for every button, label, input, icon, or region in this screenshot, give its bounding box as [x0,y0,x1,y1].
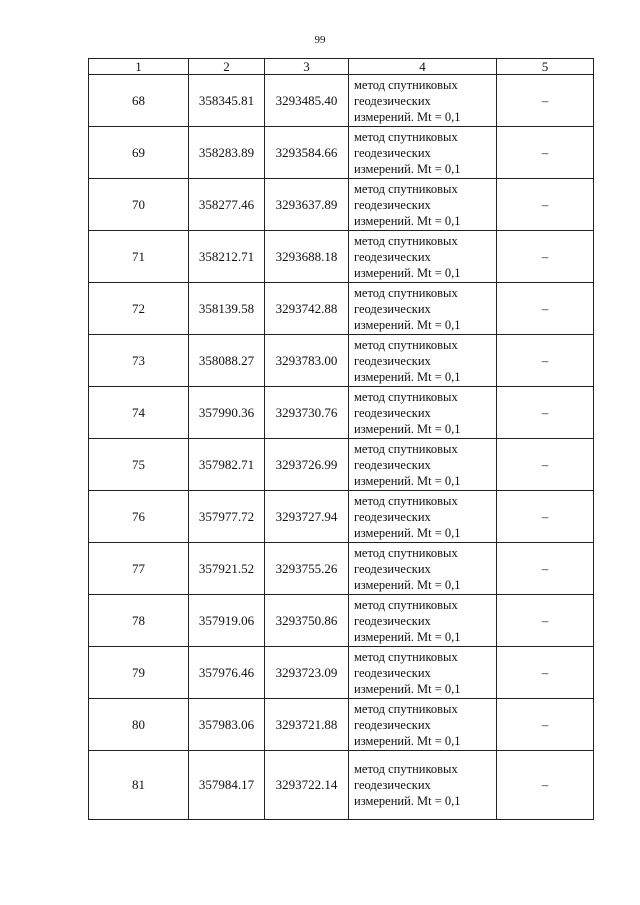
method-line: метод спутниковых [354,181,458,196]
method-line: измерений. Mt = 0,1 [354,213,461,228]
method-line: метод спутниковых [354,597,458,612]
note-cell: – [497,543,594,595]
method-line: метод спутниковых [354,129,458,144]
point-number-cell: 77 [89,543,189,595]
point-number-cell: 79 [89,647,189,699]
method-cell [349,751,497,820]
method-line: измерений. Mt = 0,1 [354,265,461,280]
method-line: метод спутниковых [354,389,458,404]
header-col-2: 2 [189,59,265,75]
method-cell [349,543,497,595]
y-coordinate-cell: 3293726.99 [265,439,349,491]
method-line: метод спутниковых [354,545,458,560]
point-number-cell: 69 [89,127,189,179]
y-coordinate-cell: 3293750.86 [265,595,349,647]
method-line: измерений. Mt = 0,1 [354,317,461,332]
note-cell: – [497,75,594,127]
y-coordinate-cell: 3293730.76 [265,387,349,439]
y-coordinate-cell: 3293485.40 [265,75,349,127]
table-row [89,387,594,439]
y-coordinate-cell: 3293722.14 [265,751,349,820]
table-body [89,75,594,820]
method-line: геодезических [354,353,431,368]
method-line: измерений. Mt = 0,1 [354,161,461,176]
point-number-cell: 70 [89,179,189,231]
header-row [89,59,594,75]
method-line: геодезических [354,561,431,576]
method-line: геодезических [354,93,431,108]
point-number-cell: 78 [89,595,189,647]
method-line: измерений. Mt = 0,1 [354,577,461,592]
y-coordinate-cell: 3293723.09 [265,647,349,699]
method-cell [349,387,497,439]
note-cell: – [497,231,594,283]
x-coordinate-cell: 357977.72 [189,491,265,543]
method-cell [349,231,497,283]
method-line: метод спутниковых [354,762,458,776]
table-row [89,439,594,491]
method-cell [349,491,497,543]
y-coordinate-cell: 3293727.94 [265,491,349,543]
method-line: измерений. Mt = 0,1 [354,473,461,488]
table-row [89,647,594,699]
method-line: геодезических [354,509,431,524]
method-cell [349,127,497,179]
note-cell: – [497,699,594,751]
method-line: геодезических [354,613,431,628]
note-cell: – [497,647,594,699]
method-line: геодезических [354,145,431,160]
x-coordinate-cell: 358283.89 [189,127,265,179]
method-line: измерений. Mt = 0,1 [354,733,461,748]
method-line: геодезических [354,301,431,316]
point-number-cell: 72 [89,283,189,335]
method-cell [349,647,497,699]
x-coordinate-cell: 357990.36 [189,387,265,439]
table-row [89,543,594,595]
note-cell: – [497,751,594,820]
point-number-cell: 74 [89,387,189,439]
method-cell [349,335,497,387]
method-line: измерений. Mt = 0,1 [354,681,461,696]
method-line: геодезических [354,717,431,732]
page-number: 99 [314,34,326,46]
method-cell [349,439,497,491]
method-line: метод спутниковых [354,233,458,248]
method-cell [349,595,497,647]
x-coordinate-cell: 357976.46 [189,647,265,699]
table-row [89,699,594,751]
table-row [89,231,594,283]
method-line: измерений. Mt = 0,1 [354,525,461,540]
method-line: геодезических [354,249,431,264]
method-line: метод спутниковых [354,701,458,716]
note-cell: – [497,439,594,491]
method-line: метод спутниковых [354,77,458,92]
method-line: измерений. Mt = 0,1 [354,369,461,384]
y-coordinate-cell: 3293721.88 [265,699,349,751]
x-coordinate-cell: 358212.71 [189,231,265,283]
point-number-cell: 81 [89,751,189,820]
method-line: измерений. Mt = 0,1 [354,794,461,808]
note-cell: – [497,283,594,335]
x-coordinate-cell: 358345.81 [189,75,265,127]
method-line: метод спутниковых [354,493,458,508]
x-coordinate-cell: 357984.17 [189,751,265,820]
method-line: измерений. Mt = 0,1 [354,421,461,436]
table-row [89,595,594,647]
x-coordinate-cell: 357919.06 [189,595,265,647]
x-coordinate-cell: 358277.46 [189,179,265,231]
table-row [89,283,594,335]
x-coordinate-cell: 358139.58 [189,283,265,335]
method-line: геодезических [354,197,431,212]
method-line: измерений. Mt = 0,1 [354,629,461,644]
note-cell: – [497,127,594,179]
point-number-cell: 71 [89,231,189,283]
method-cell [349,179,497,231]
note-cell: – [497,335,594,387]
y-coordinate-cell: 3293783.00 [265,335,349,387]
note-cell: – [497,179,594,231]
method-line: метод спутниковых [354,285,458,300]
table-header [89,59,594,75]
y-coordinate-cell: 3293688.18 [265,231,349,283]
method-line: метод спутниковых [354,441,458,456]
y-coordinate-cell: 3293742.88 [265,283,349,335]
method-line: метод спутниковых [354,649,458,664]
method-line: геодезических [354,405,431,420]
x-coordinate-cell: 357983.06 [189,699,265,751]
table-row [89,491,594,543]
header-col-1: 1 [89,59,189,75]
y-coordinate-cell: 3293637.89 [265,179,349,231]
method-cell [349,283,497,335]
table-row [89,751,594,820]
table-row [89,75,594,127]
method-line: геодезических [354,665,431,680]
table-row [89,335,594,387]
table-row [89,127,594,179]
note-cell: – [497,387,594,439]
table-row [89,179,594,231]
point-number-cell: 75 [89,439,189,491]
header-col-4: 4 [349,59,497,75]
x-coordinate-cell: 357982.71 [189,439,265,491]
method-line: метод спутниковых [354,337,458,352]
method-line: измерений. Mt = 0,1 [354,109,461,124]
point-number-cell: 68 [89,75,189,127]
header-col-5: 5 [497,59,594,75]
x-coordinate-cell: 357921.52 [189,543,265,595]
note-cell: – [497,595,594,647]
point-number-cell: 76 [89,491,189,543]
y-coordinate-cell: 3293584.66 [265,127,349,179]
method-cell [349,699,497,751]
method-line: геодезических [354,778,431,792]
method-cell [349,75,497,127]
header-col-3: 3 [265,59,349,75]
coordinates-table [88,58,594,820]
point-number-cell: 73 [89,335,189,387]
note-cell: – [497,491,594,543]
x-coordinate-cell: 358088.27 [189,335,265,387]
method-line: геодезических [354,457,431,472]
y-coordinate-cell: 3293755.26 [265,543,349,595]
point-number-cell: 80 [89,699,189,751]
